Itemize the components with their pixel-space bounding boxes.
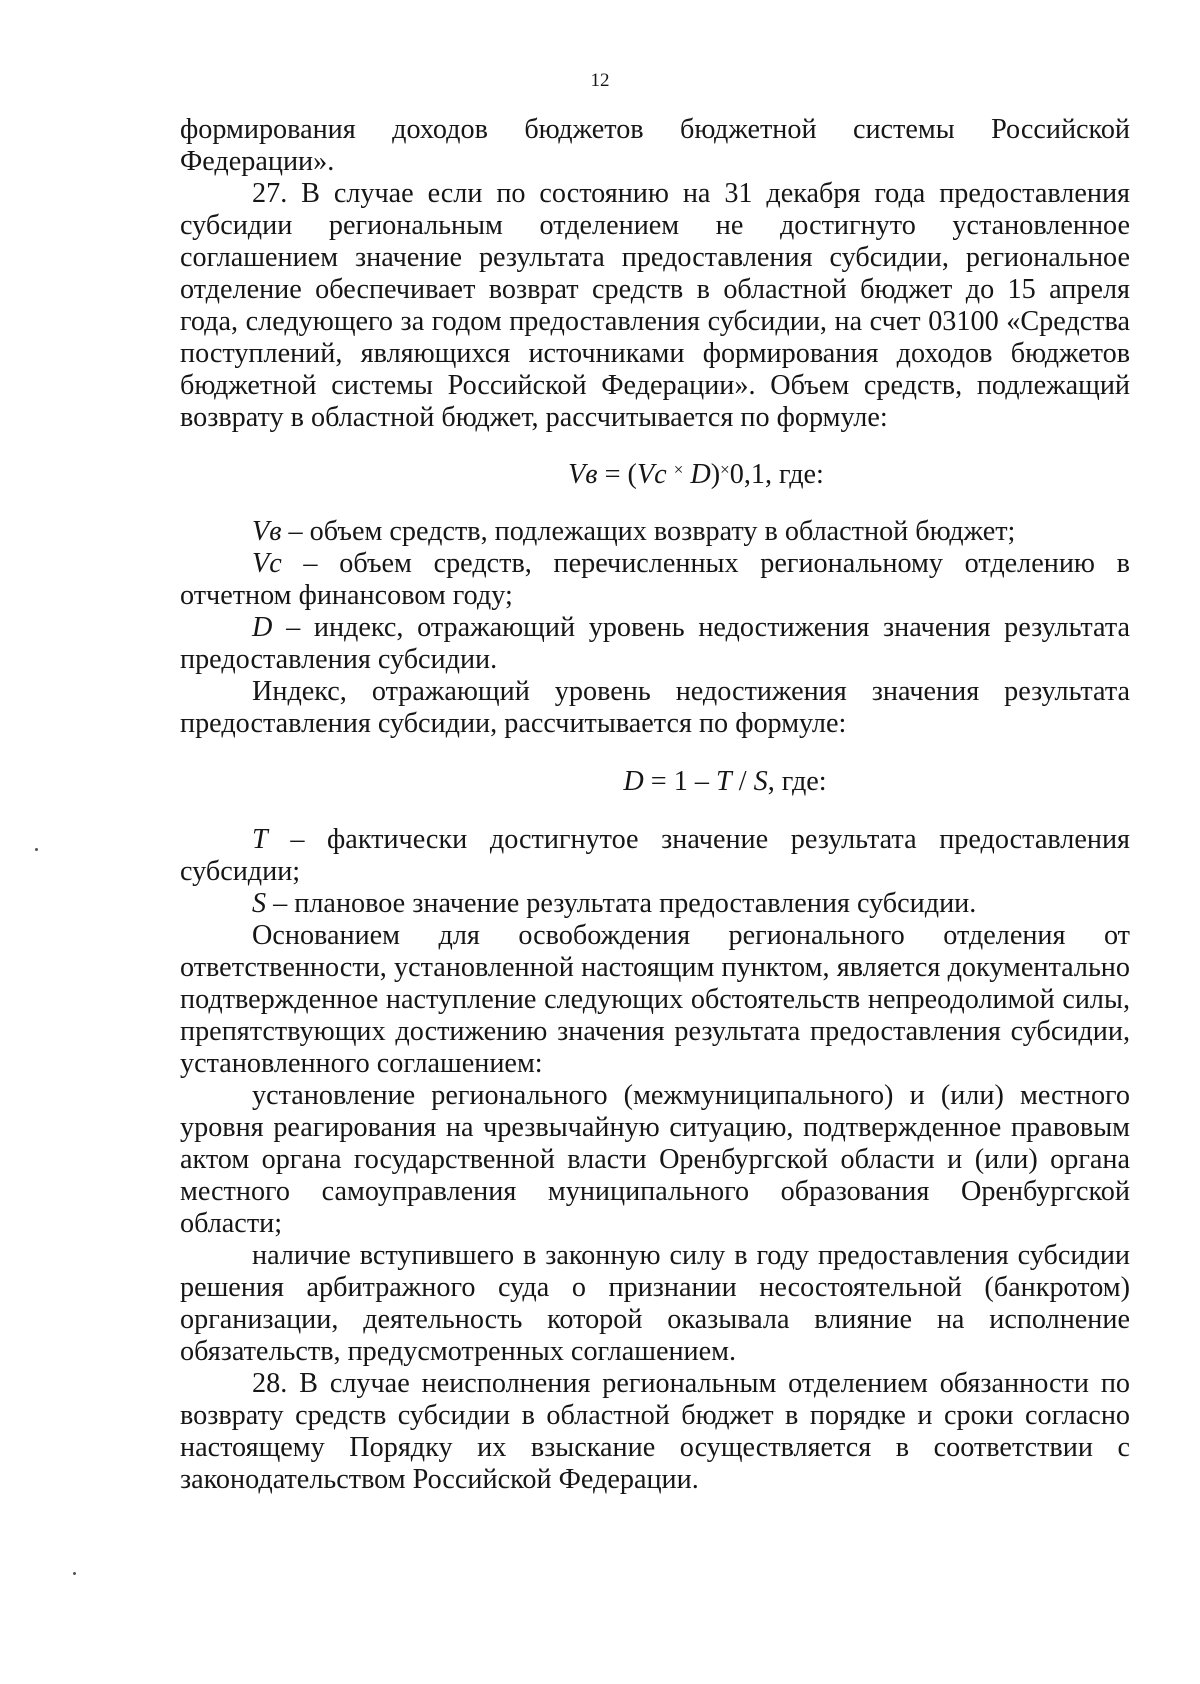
paragraph-ground-2: наличие вступившего в законную силу в году предоставления субсидии решения арбитражного суда о признании несостоятельной (банкротом) организации, деятельность которой оказывала влияние на исполнение обязательств, предусмотренных соглашением. <box>180 1240 1130 1367</box>
formula-close-paren: ) <box>710 459 721 490</box>
formula-index <box>180 766 1130 798</box>
formula-tail: 0,1, где: <box>729 459 824 490</box>
formula-symbol-vc: Vc <box>636 459 667 490</box>
page-number: 12 <box>590 70 610 91</box>
paragraph-ground-1: установление регионального (межмуниципального) и (или) местного уровня реагирования на чрезвычайную ситуацию, подтвержденное правовым актом органа государственной власти Оренбургской области и (или) органа местного самоуправления муниципального образования Оренбургской области; <box>180 1080 1130 1239</box>
definition-d <box>180 612 1130 676</box>
formula-symbol-d: D <box>690 459 711 490</box>
definition-text: – объем средств, подлежащих возврату в областной бюджет; <box>281 516 1016 547</box>
definition-text: – объем средств, перечисленных региональному отделению в отчетном финансовом году; <box>180 548 1130 611</box>
definition-vv <box>180 516 1130 548</box>
definition-symbol: S <box>252 888 267 919</box>
scan-speck <box>35 848 38 851</box>
definition-symbol: T <box>252 824 268 855</box>
definition-text: – плановое значение результата предоставления субсидии. <box>266 888 977 919</box>
formula-slash: / <box>731 766 754 797</box>
formula-symbol-vv: Vв <box>568 459 598 490</box>
paragraph-continuation: формирования доходов бюджетов бюджетной системы Российской Федерации». <box>180 114 1130 177</box>
formula-refund-volume <box>180 459 1130 491</box>
paragraph-27: 27. В случае если по состоянию на 31 декабря года предоставления субсидии региональным отделением не достигнуто установленное соглашением значение результата предоставления субсидии, региональное отделение обеспечивает возврат средств в областной бюджет до 15 апреля года, следующего за годом предоставления субсидии, на счет 03100 «Средства поступлений, являющихся источниками формирования доходов бюджетов бюджетной системы Российской Федерации». Объем средств, подлежащий возврату в областной бюджет, рассчитывается по формуле: <box>180 178 1130 433</box>
definition-text: – фактически достигнутое значение результата предоставления субсидии; <box>180 824 1130 887</box>
definition-symbol: Vc <box>252 548 282 579</box>
scan-speck <box>73 1572 76 1575</box>
formula-symbol-s: S <box>753 766 768 797</box>
formula-symbol-d: D <box>623 766 644 797</box>
definition-s <box>180 888 1130 920</box>
formula-eq-open: = ( <box>597 459 637 490</box>
formula-times-sign-2: × <box>720 460 730 479</box>
definition-t <box>180 824 1130 888</box>
paragraph-index-intro: Индекс, отражающий уровень недостижения значения результата предоставления субсидии, рассчитывается по формуле: <box>180 676 1130 739</box>
formula-mid: = 1 – <box>643 766 716 797</box>
formula-times-sign: × <box>673 460 684 479</box>
document-body <box>180 114 1130 1496</box>
paragraph-28: 28. В случае неисполнения региональным отделением обязанности по возврату средств субсидии в областной бюджет в порядке и сроки согласно настоящему Порядку их взыскание осуществляется в соответствии с законодательством Российской Федерации. <box>180 1368 1130 1495</box>
formula-tail: , где: <box>767 766 827 797</box>
definition-symbol: Vв <box>252 516 282 547</box>
definition-vc <box>180 548 1130 612</box>
formula-symbol-t: T <box>715 766 732 797</box>
definition-symbol: D <box>252 612 273 643</box>
definition-text: – индекс, отражающий уровень недостижения значения результата предоставления субсидии. <box>180 612 1130 675</box>
paragraph-grounds-intro: Основанием для освобождения регионального отделения от ответственности, установленной настоящим пунктом, является документально подтвержденное наступление следующих обстоятельств непреодолимой силы, препятствующих достижению значения результата предоставления субсидии, установленного соглашением: <box>180 920 1130 1079</box>
